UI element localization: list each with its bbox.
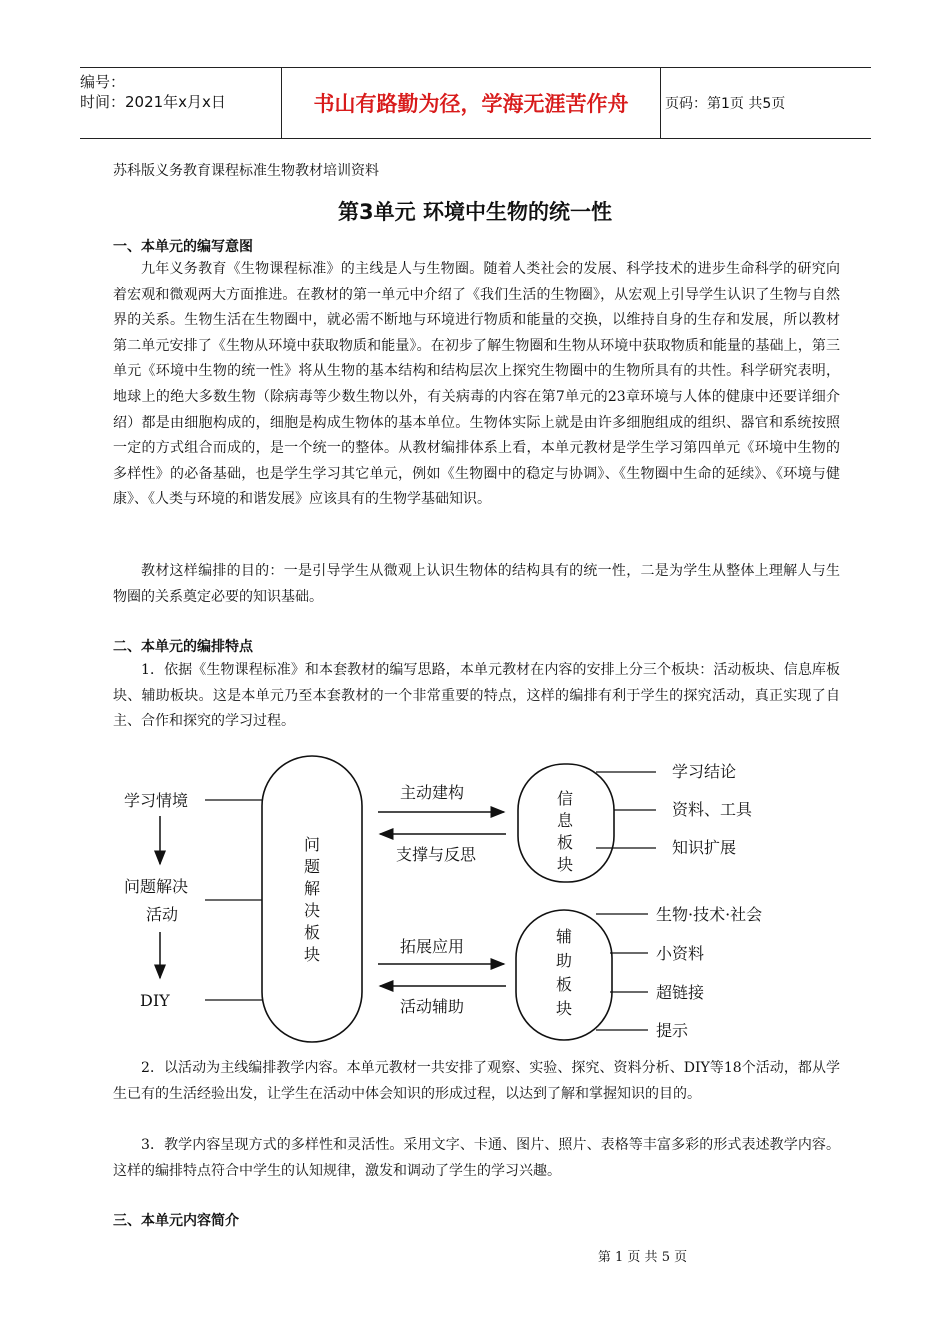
info-char-4: 块 [556, 855, 574, 874]
center-char-1: 问 [303, 835, 321, 854]
label-extended-application: 拓展应用 [400, 937, 465, 956]
aux-item-3: 超链接 [656, 983, 705, 1002]
structure-diagram [110, 752, 810, 1052]
center-char-3: 解 [303, 879, 321, 898]
time-label: 时间：2021年x月x日 [80, 93, 226, 111]
aux-item-2: 小资料 [656, 944, 705, 963]
document-subtitle: 苏科版义务教育课程标准生物教材培训资料 [113, 163, 379, 179]
info-item-2: 资料、工具 [672, 800, 753, 819]
info-char-3: 板 [556, 833, 574, 852]
center-char-2: 题 [303, 857, 321, 876]
header-page-label: 页码：第1页 共5页 [665, 96, 786, 112]
header-meta [80, 68, 280, 142]
problem-solving-block [262, 756, 362, 1042]
left-item-1: 学习情境 [124, 791, 189, 810]
page-header [80, 67, 871, 139]
document-title: 第3单元 环境中生物的统一性 [338, 200, 612, 224]
aux-char-3: 板 [555, 975, 573, 994]
section-2-paragraph-3: 3．教学内容呈现方式的多样性和灵活性。采用文字、卡通、图片、照片、表格等丰富多彩的形式表述教学内容。这样的编排特点符合中学生的认知规律，激发和调动了学生的学习兴趣。 [113, 1137, 840, 1179]
left-item-4: DIY [140, 991, 170, 1010]
center-char-6: 块 [303, 945, 321, 964]
left-item-2: 问题解决 [124, 877, 189, 896]
aux-char-1: 辅 [555, 927, 573, 946]
info-item-3: 知识扩展 [672, 838, 737, 857]
aux-item-1: 生物·技术·社会 [656, 905, 763, 924]
center-char-4: 决 [303, 901, 321, 920]
aux-item-4: 提示 [656, 1021, 689, 1040]
section-heading-3: 三、本单元内容简介 [113, 1213, 239, 1229]
center-char-5: 板 [303, 923, 321, 942]
info-char-1: 信 [556, 789, 574, 808]
aux-char-4: 块 [555, 999, 573, 1018]
aux-char-2: 助 [555, 951, 573, 970]
label-support-reflection: 支撑与反思 [396, 845, 477, 864]
section-heading-2: 二、本单元的编排特点 [113, 639, 253, 655]
section-heading-1: 一、本单元的编写意图 [113, 239, 253, 255]
info-char-2: 息 [556, 811, 574, 830]
section-1-paragraph-2: 教材这样编排的目的：一是引导学生从微观上认识生物体的结构具有的统一性，二是为学生从整体上理解人与生物圈的关系奠定必要的知识基础。 [113, 563, 840, 605]
left-item-3: 活动 [146, 905, 179, 924]
page-footer: 第 1 页 共 5 页 [597, 1250, 688, 1265]
number-label: 编号： [80, 73, 126, 91]
section-2-paragraph-1: 1．依据《生物课程标准》和本套教材的编写思路，本单元教材在内容的安排上分三个板块：活动板块、信息库板块、辅助板块。这是本单元乃至本套教材的一个非常重要的特点，这样的编排有利于学生的探究活动，真正实现了自主、合作和探究的学习过程。 [113, 662, 840, 730]
header-motto: 书山有路勤为径，学海无涯苦作舟 [281, 68, 661, 138]
label-active-construction: 主动建构 [400, 783, 465, 802]
section-2-paragraph-2: 2．以活动为主线编排教学内容。本单元教材一共安排了观察、实验、探究、资料分析、DIY等18个活动，都从学生已有的生活经验出发，让学生在活动中体会知识的形成过程，以达到了解和掌握知识的目的。 [113, 1060, 840, 1102]
section-1-paragraph-1: 九年义务教育《生物课程标准》的主线是人与生物圈。随着人类社会的发展、科学技术的进步生命科学的研究向着宏观和微观两大方面推进。在教材的第一单元中介绍了《我们生活的生物圈》，从宏观上引导学生认识了生物与自然界的关系。生物生活在生物圈中，就必需不断地与环境进行物质和能量的交换，以维持自身的生存和发展，所以教材第二单元安排了《生物从环境中获取物质和能量》。在初步了解生物圈和生物从环境中获取物质和能量的基础上，第三单元《环境中生物的统一性》将从生物的基本结构和结构层次上探究生物圈中的生物所具有的共性。科学研究表明，地球上的绝大多数生物（除病毒等少数生物以外，有关病毒的内容在第7单元的23章环境与人体的健康中还要详细介绍）都是由细胞构成的，细胞是构成生物体的基本单位。生物体实际上就是由许多细胞组成的组织、器官和系统按照一定的方式组合而成的，是一个统一的整体。从教材编排体系上看，本单元教材是学生学习第四单元《环境中生物的多样性》的必备基础，也是学生学习其它单元，例如《生物圈中的稳定与协调》、《生物圈中生命的延续》、《环境与健康》、《人类与环境的和谐发展》应该具有的生物学基础知识。 [113, 261, 840, 508]
info-item-1: 学习结论 [672, 762, 737, 781]
label-activity-assist: 活动辅助 [400, 997, 465, 1016]
